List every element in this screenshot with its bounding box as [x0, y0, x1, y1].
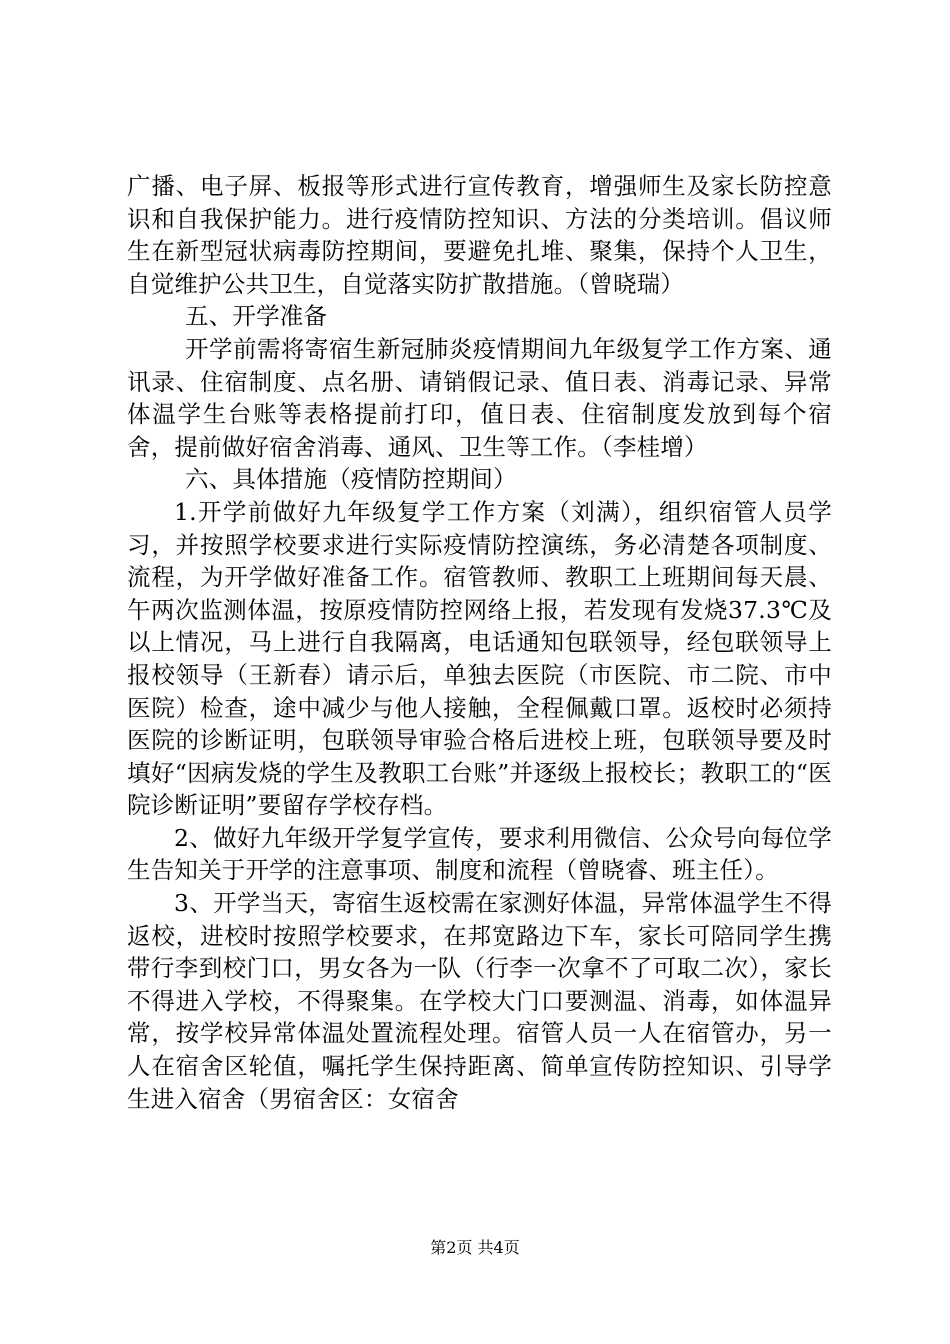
paragraph-publicity: 广播、电子屏、板报等形式进行宣传教育，增强师生及家长防控意识和自我保护能力。进行疫情防控知识、方法的分类培训。倡议师生在新型冠状病毒防控期间，要避免扎堆、聚集，保持个人卫生，自觉维护公共卫生，自觉落实防扩散措施。（曾晓瑞）: [127, 172, 832, 298]
paragraph-measure-1: 1.开学前做好九年级复学工作方案（刘满），组织宿管人员学习，并按照学校要求进行实际疫情防控演练，务必清楚各项制度、流程，为开学做好准备工作。宿管教师、教职工上班期间每天晨、午两次监测体温，按原疫情防控网络上报，若发现有发烧37.3℃及以上情况，马上进行自我隔离，电话通知包联领导，经包联领导上报校领导（王新春）请示后，单独去医院（市医院、市二院、市中医院）检查，途中减少与他人接触，全程佩戴口罩。返校时必须持医院的诊断证明，包联领导审验合格后进校上班，包联领导要及时填好“因病发烧的学生及教职工台账”并逐级上报校长；教职工的“医院诊断证明”要留存学校存档。: [127, 497, 832, 820]
document-body: [127, 170, 832, 1115]
paragraph-preparation: 开学前需将寄宿生新冠肺炎疫情期间九年级复学工作方案、通讯录、住宿制度、点名册、请销假记录、值日表、消毒记录、异常体温学生台账等表格提前打印，值日表、住宿制度发放到每个宿舍，提前做好宿舍消毒、通风、卫生等工作。（李桂增）: [127, 334, 832, 461]
page-footer: 第2页 共4页: [430, 1238, 520, 1257]
section-heading-measures: 六、具体措施（疫情防控期间）: [185, 465, 517, 494]
section-heading-preparation: 五、开学准备: [185, 302, 328, 331]
paragraph-measure-2: 2、做好九年级开学复学宣传，要求利用微信、公众号向每位学生告知关于开学的注意事项、制度和流程（曾晓睿、班主任）。: [127, 823, 832, 885]
paragraph-measure-3: 3、开学当天，寄宿生返校需在家测好体温，异常体温学生不得返校，进校时按照学校要求，在邦宽路边下车，家长可陪同学生携带行李到校门口，男女各为一队（行李一次拿不了可取二次），家长不得进入学校，不得聚集。在学校大门口要测温、消毒，如体温异常，按学校异常体温处置流程处理。宿管人员一人在宿管办，另一人在宿舍区轮值，嘱托学生保持距离、简单宣传防控知识、引导学生进入宿舍（男宿舍区：女宿舍: [127, 889, 832, 1113]
